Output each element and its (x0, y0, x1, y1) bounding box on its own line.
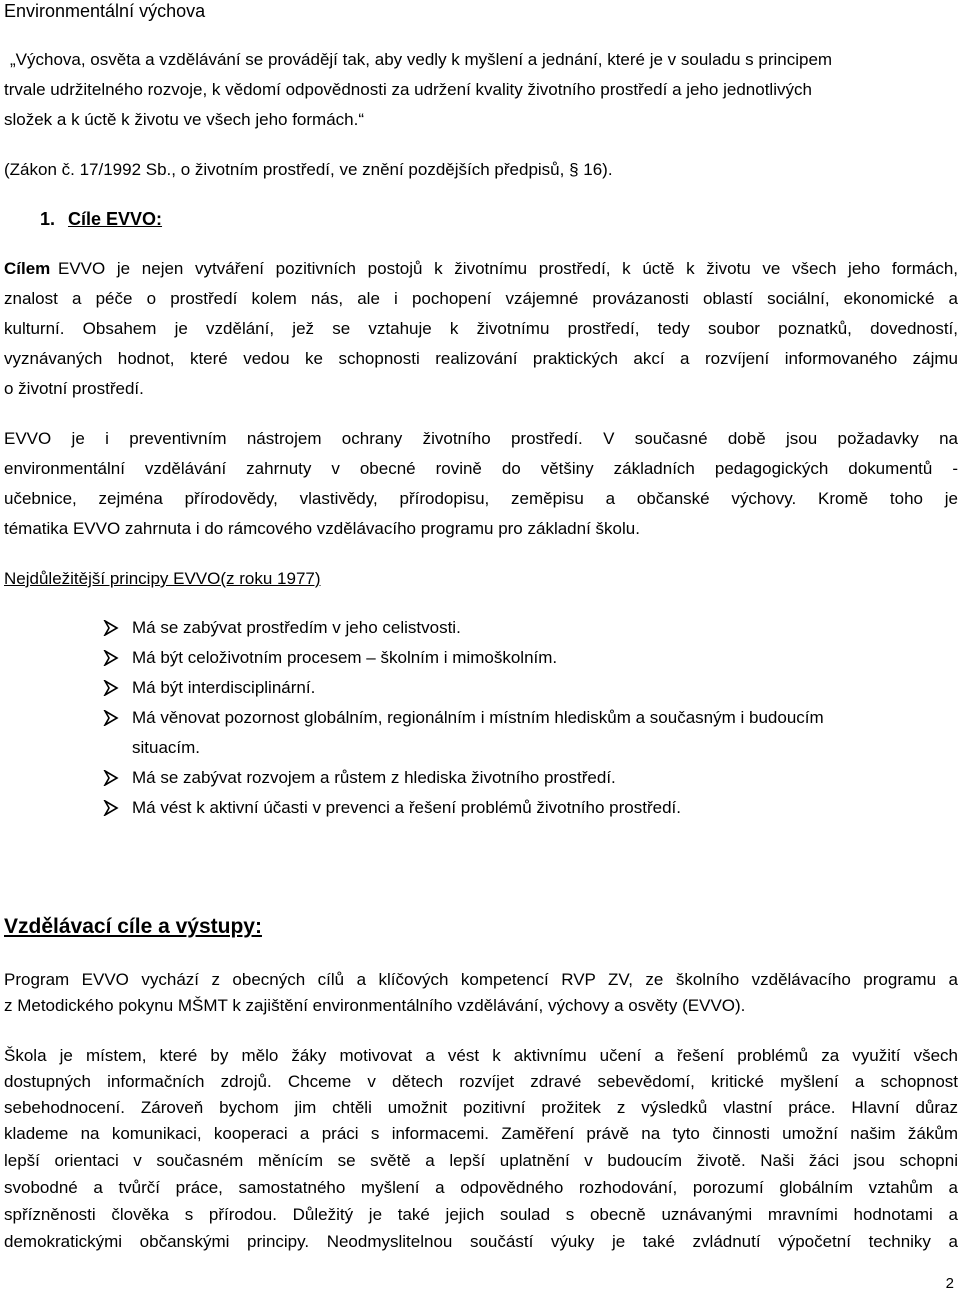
s2-para2-line-4: klademe na komunikaci, kooperaci a práci s informacemi. Zaměření právě na tyto činnosti umožní našim žákům (4, 1124, 958, 1143)
para2-line-2: environmentální vzdělávání zahrnuty v obecné rovině do většiny základních pedagogických dokumentů - (4, 459, 958, 478)
arrowhead-bullet-icon (103, 650, 119, 666)
section-1-heading: Cíle EVVO: (68, 209, 163, 229)
quote-line-2: trvale udržitelného rozvoje, k vědomí odpovědnosti za udržení kvality životního prostředí a jeho jednotlivých (4, 80, 812, 99)
page-title: Environmentální výchova (4, 1, 206, 21)
s2-para2-line-7: spřízněnosti člověka s přírodou. Důležitý je také jejich soulad s obecně uznávanými mravními hodnotami a (4, 1205, 958, 1224)
s2-para1-line-1: Program EVVO vychází z obecných cílů a klíčových kompetencí RVP ZV, ze školního vzdělávacího programu a (4, 970, 958, 989)
para1-line-5: o životní prostředí. (4, 379, 144, 398)
arrowhead-bullet-icon (103, 620, 119, 636)
principle-item-continuation: situacím. (132, 738, 201, 757)
s2-para2-line-6: svobodné a tvůrčí práce, samostatného myšlení a odpovědného rozhodování, porozumí globálním vztahům a (4, 1178, 958, 1197)
para1-line-4: vyznávaných hodnot, které vedou ke schopnosti realizování praktických akcí a rozvíjení informovaného zájmu (4, 349, 958, 368)
principle-item: Má být interdisciplinární. (132, 678, 316, 697)
quote-citation: (Zákon č. 17/1992 Sb., o životním prostředí, ve znění pozdějších předpisů, § 16). (4, 160, 613, 179)
principle-item: Má se zabývat rozvojem a růstem z hlediska životního prostředí. (132, 768, 616, 787)
arrowhead-bullet-icon (103, 770, 119, 786)
quote-line-1: „Výchova, osvěta a vzdělávání se provádějí tak, aby vedly k myšlení a jednání, které je v souladu s principem (10, 50, 833, 69)
principle-item: Má být celoživotním procesem – školním i mimoškolním. (132, 648, 558, 667)
arrowhead-bullet-icon (103, 710, 119, 726)
para2-line-1: EVVO je i preventivním nástrojem ochrany životního prostředí. V současné době jsou požadavky na (4, 429, 958, 448)
s2-para2-line-1: Škola je místem, které by mělo žáky motivovat a vést k aktivnímu učení a řešení problémů za využití všech (4, 1046, 958, 1065)
arrowhead-bullet-icon (103, 800, 119, 816)
para1-line-3: kulturní. Obsahem je vzdělání, jež se vztahuje k životnímu prostředí, tedy soubor poznatků, dovedností, (4, 319, 958, 338)
s2-para2-line-2: dostupných informačních zdrojů. Chceme v dětech rozvíjet zdravé sebevědomí, kritické myšlení a schopnost (4, 1072, 958, 1091)
arrowhead-bullet-icon (103, 680, 119, 696)
para2-line-3: učebnice, zejména přírodovědy, vlastivědy, přírodopisu, zeměpisu a občanské výchovy. Kromě toho je (4, 489, 958, 508)
principles-heading: Nejdůležitější principy EVVO(z roku 1977) (4, 569, 321, 588)
quote-line-3: složek a k úctě k životu ve všech jeho formách.“ (4, 110, 364, 129)
section-1-number: 1. (40, 209, 56, 229)
s2-para1-line-2: z Metodického pokynu MŠMT k zajištění environmentálního vzdělávání, výchovy a osvěty (EVVO). (4, 996, 746, 1015)
para1-line-1: EVVO je nejen vytváření pozitivních postojů k životnímu prostředí, k úctě k životu ve všech jeho formách, (58, 259, 958, 278)
para1-lead-word: Cílem (4, 259, 51, 278)
para1-line-2: znalost a péče o prostředí kolem nás, ale i pochopení vzájemné provázanosti oblastí sociální, ekonomické a (4, 289, 958, 308)
s2-para2-line-3: sebehodnocení. Zároveň bychom jim chtěli umožnit pozitivní prožitek z výsledků vlastní práce. Hlavní důraz (4, 1098, 958, 1117)
section-2-heading: Vzdělávací cíle a výstupy: (4, 915, 262, 938)
para2-line-4: tématika EVVO zahrnuta i do rámcového vzdělávacího programu pro základní školu. (4, 519, 640, 538)
s2-para2-line-8: demokratickými občanskými principy. Neodmyslitelnou součástí výuky je také zvládnutí výpočetní techniky a (4, 1232, 958, 1251)
principle-item: Má vést k aktivní účasti v prevenci a řešení problémů životního prostředí. (132, 798, 681, 817)
principle-item: Má se zabývat prostředím v jeho celistvosti. (132, 618, 461, 637)
principle-item: Má věnovat pozornost globálním, regionálním i místním hlediskům a současným i budoucím (132, 708, 824, 727)
s2-para2-line-5: lepší orientaci v současném měnícím se světě a lepší uplatnění v budoucím životě. Naši žáci jsou schopni (4, 1151, 958, 1170)
page-number: 2 (945, 1275, 954, 1292)
